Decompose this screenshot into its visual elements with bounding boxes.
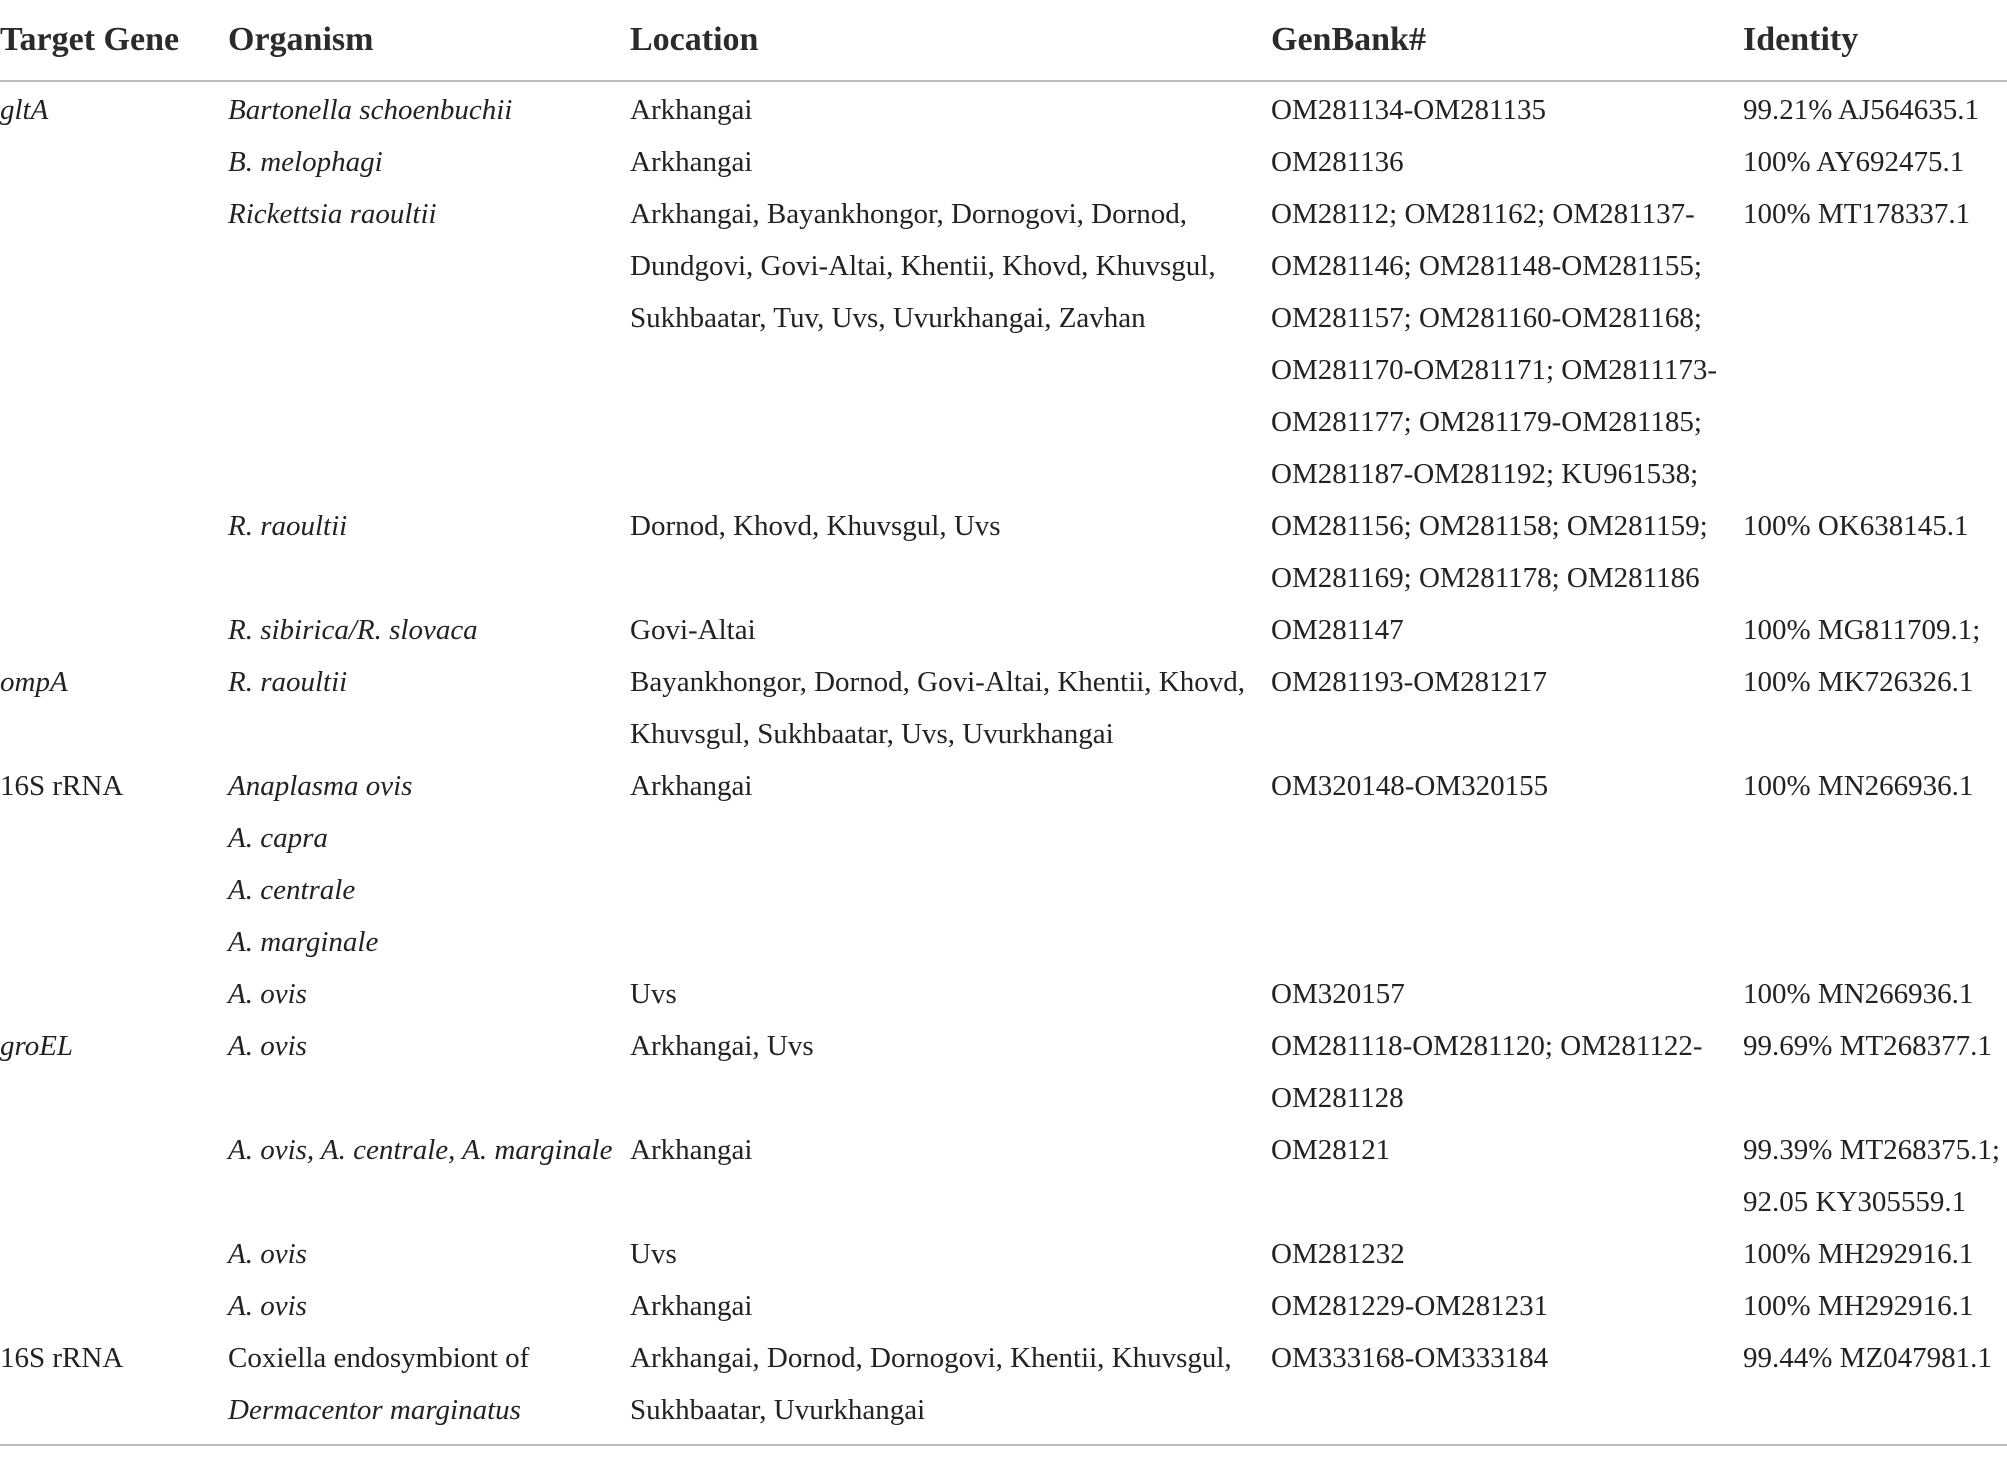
location-text: Arkhangai — [630, 770, 753, 802]
table-row — [0, 1020, 2007, 1124]
location-text: Arkhangai — [630, 94, 753, 126]
genbank-text: OM281136 — [1271, 146, 1404, 178]
cell-organism — [228, 81, 630, 136]
table-body — [0, 81, 2007, 1445]
cell-organism — [228, 1228, 630, 1280]
cell-gene — [0, 500, 228, 604]
organism-text: A. capra — [228, 822, 328, 854]
location-text: Govi-Altai — [630, 614, 756, 646]
cell-gene — [0, 81, 228, 136]
identity-text: 99.69% MT268377.1 — [1743, 1030, 1992, 1062]
cell-organism — [228, 500, 630, 604]
table-row — [0, 188, 2007, 500]
cell-location — [630, 1280, 1271, 1332]
identity-text: 100% MH292916.1 — [1743, 1290, 1974, 1322]
location-text: Arkhangai, Dornod, Dornogovi, Khentii, Khuvsgul, — [630, 1342, 1232, 1374]
table-row — [0, 1228, 2007, 1280]
genbank-text: OM320148-OM320155 — [1271, 770, 1549, 802]
gene-text: gltA — [0, 94, 49, 126]
cell-genbank — [1271, 656, 1743, 760]
table-header — [0, 0, 2007, 81]
identity-text: 99.39% MT268375.1; — [1743, 1134, 2000, 1166]
cell-genbank — [1271, 760, 1743, 968]
cell-gene — [0, 188, 228, 500]
header-target-gene: Target Gene — [0, 0, 228, 81]
location-text: Sukhbaatar, Uvurkhangai — [630, 1394, 926, 1426]
location-text: Uvs — [630, 1238, 677, 1270]
cell-organism — [228, 1020, 630, 1124]
genbank-text: OM281169; OM281178; OM281186 — [1271, 562, 1700, 594]
cell-gene — [0, 656, 228, 760]
cell-identity — [1743, 1228, 2007, 1280]
cell-identity — [1743, 1124, 2007, 1228]
cell-genbank — [1271, 188, 1743, 500]
cell-genbank — [1271, 968, 1743, 1020]
cell-location — [630, 1020, 1271, 1124]
cell-identity — [1743, 968, 2007, 1020]
organism-text: R. sibirica/R. slovaca — [228, 614, 478, 646]
organism-text: Bartonella schoenbuchii — [228, 94, 513, 126]
location-text: Arkhangai — [630, 1134, 753, 1166]
cell-genbank — [1271, 1124, 1743, 1228]
organism-text: A. ovis — [228, 1238, 307, 1270]
location-text: Arkhangai, Uvs — [630, 1030, 814, 1062]
cell-location — [630, 136, 1271, 188]
identity-text: 99.44% MZ047981.1 — [1743, 1342, 1992, 1374]
genbank-text: OM281147 — [1271, 614, 1404, 646]
cell-identity — [1743, 604, 2007, 656]
cell-gene — [0, 1332, 228, 1445]
identity-text: 100% MN266936.1 — [1743, 770, 1974, 802]
cell-genbank — [1271, 1332, 1743, 1445]
genbank-text: OM281156; OM281158; OM281159; — [1271, 510, 1708, 542]
location-text: Uvs — [630, 978, 677, 1010]
organism-text: Anaplasma ovis — [228, 770, 413, 802]
cell-genbank — [1271, 81, 1743, 136]
cell-gene — [0, 136, 228, 188]
location-text: Khuvsgul, Sukhbaatar, Uvs, Uvurkhangai — [630, 718, 1114, 750]
genbank-text: OM281134-OM281135 — [1271, 94, 1546, 126]
location-text: Arkhangai — [630, 146, 753, 178]
location-text: Sukhbaatar, Tuv, Uvs, Uvurkhangai, Zavhan — [630, 302, 1146, 334]
cell-location — [630, 656, 1271, 760]
location-text: Arkhangai — [630, 1290, 753, 1322]
cell-organism — [228, 1124, 630, 1228]
identity-text: 100% MN266936.1 — [1743, 978, 1974, 1010]
table-row — [0, 1332, 2007, 1445]
gene-text: 16S rRNA — [0, 1342, 124, 1374]
organism-text: A. centrale — [228, 874, 356, 906]
cell-identity — [1743, 1020, 2007, 1124]
genbank-text: OM281146; OM281148-OM281155; — [1271, 250, 1702, 282]
genbank-text: OM320157 — [1271, 978, 1405, 1010]
organism-text: A. ovis, A. centrale, A. marginale — [228, 1134, 613, 1166]
header-identity: Identity — [1743, 0, 2007, 81]
cell-gene — [0, 760, 228, 968]
cell-identity — [1743, 1332, 2007, 1445]
organism-text: A. ovis — [228, 1290, 307, 1322]
cell-location — [630, 188, 1271, 500]
cell-location — [630, 968, 1271, 1020]
cell-location — [630, 1332, 1271, 1445]
genbank-text: OM333168-OM333184 — [1271, 1342, 1549, 1374]
cell-identity — [1743, 500, 2007, 604]
table-row — [0, 760, 2007, 968]
cell-genbank — [1271, 604, 1743, 656]
cell-genbank — [1271, 1228, 1743, 1280]
cell-organism — [228, 656, 630, 760]
cell-genbank — [1271, 500, 1743, 604]
gene-text: ompA — [0, 666, 68, 698]
cell-location — [630, 1228, 1271, 1280]
cell-identity — [1743, 81, 2007, 136]
cell-organism — [228, 136, 630, 188]
cell-genbank — [1271, 1020, 1743, 1124]
identity-text: 100% MK726326.1 — [1743, 666, 1974, 698]
identity-text: 100% OK638145.1 — [1743, 510, 1969, 542]
cell-location — [630, 1124, 1271, 1228]
cell-gene — [0, 1124, 228, 1228]
table-row — [0, 81, 2007, 136]
cell-gene — [0, 968, 228, 1020]
genbank-text: OM281232 — [1271, 1238, 1405, 1270]
header-location: Location — [630, 0, 1271, 81]
gene-text: groEL — [0, 1030, 74, 1062]
cell-gene — [0, 1020, 228, 1124]
header-row — [0, 0, 2007, 81]
location-text: Bayankhongor, Dornod, Govi-Altai, Khentii, Khovd, — [630, 666, 1246, 698]
genbank-text: OM281193-OM281217 — [1271, 666, 1548, 698]
table-row — [0, 656, 2007, 760]
identity-text: 100% MH292916.1 — [1743, 1238, 1974, 1270]
organism-text: A. ovis — [228, 1030, 307, 1062]
cell-genbank — [1271, 136, 1743, 188]
cell-location — [630, 81, 1271, 136]
header-organism: Organism — [228, 0, 630, 81]
gene-text: 16S rRNA — [0, 770, 124, 802]
location-text: Arkhangai, Bayankhongor, Dornogovi, Dornod, — [630, 198, 1187, 230]
cell-identity — [1743, 760, 2007, 968]
table-row — [0, 1124, 2007, 1228]
identity-text: 100% MG811709.1; — [1743, 614, 1981, 646]
cell-gene — [0, 604, 228, 656]
identity-text: 92.05 KY305559.1 — [1743, 1186, 1967, 1218]
cell-gene — [0, 1280, 228, 1332]
cell-location — [630, 760, 1271, 968]
cell-organism — [228, 968, 630, 1020]
cell-organism — [228, 760, 630, 968]
organism-text: B. melophagi — [228, 146, 383, 178]
identity-text: 100% MT178337.1 — [1743, 198, 1971, 230]
table-row — [0, 968, 2007, 1020]
genbank-text: OM28112; OM281162; OM281137- — [1271, 198, 1695, 230]
identity-text: 100% AY692475.1 — [1743, 146, 1965, 178]
genbank-text: OM281118-OM281120; OM281122- — [1271, 1030, 1703, 1062]
genbank-text: OM281170-OM281171; OM2811173- — [1271, 354, 1718, 386]
organism-text: A. ovis — [228, 978, 307, 1010]
location-text: Dundgovi, Govi-Altai, Khentii, Khovd, Khuvsgul, — [630, 250, 1216, 282]
cell-identity — [1743, 136, 2007, 188]
genbank-text: OM28121 — [1271, 1134, 1391, 1166]
table-row — [0, 136, 2007, 188]
table-row — [0, 1280, 2007, 1332]
organism-text: R. raoultii — [228, 666, 348, 698]
cell-genbank — [1271, 1280, 1743, 1332]
cell-location — [630, 500, 1271, 604]
cell-identity — [1743, 1280, 2007, 1332]
cell-organism — [228, 188, 630, 500]
genbank-text: OM281187-OM281192; KU961538; — [1271, 458, 1699, 490]
cell-identity — [1743, 656, 2007, 760]
genbank-text: OM281177; OM281179-OM281185; — [1271, 406, 1702, 438]
cell-organism — [228, 1332, 630, 1445]
organism-text: Rickettsia raoultii — [228, 198, 437, 230]
identity-text: 99.21% AJ564635.1 — [1743, 94, 1980, 126]
cell-gene — [0, 1228, 228, 1280]
cell-organism — [228, 1280, 630, 1332]
cell-identity — [1743, 188, 2007, 500]
table-row — [0, 604, 2007, 656]
cell-location — [630, 604, 1271, 656]
organism-text: R. raoultii — [228, 510, 348, 542]
organism-text: A. marginale — [228, 926, 379, 958]
cell-organism — [228, 604, 630, 656]
genbank-text: OM281157; OM281160-OM281168; — [1271, 302, 1702, 334]
genbank-text: OM281128 — [1271, 1082, 1404, 1114]
genbank-text: OM281229-OM281231 — [1271, 1290, 1549, 1322]
organism-text: Coxiella endosymbiont of — [228, 1342, 530, 1374]
header-genbank: GenBank# — [1271, 0, 1743, 81]
organism-text: Dermacentor marginatus — [228, 1394, 521, 1426]
table-row — [0, 500, 2007, 604]
location-text: Dornod, Khovd, Khuvsgul, Uvs — [630, 510, 1001, 542]
